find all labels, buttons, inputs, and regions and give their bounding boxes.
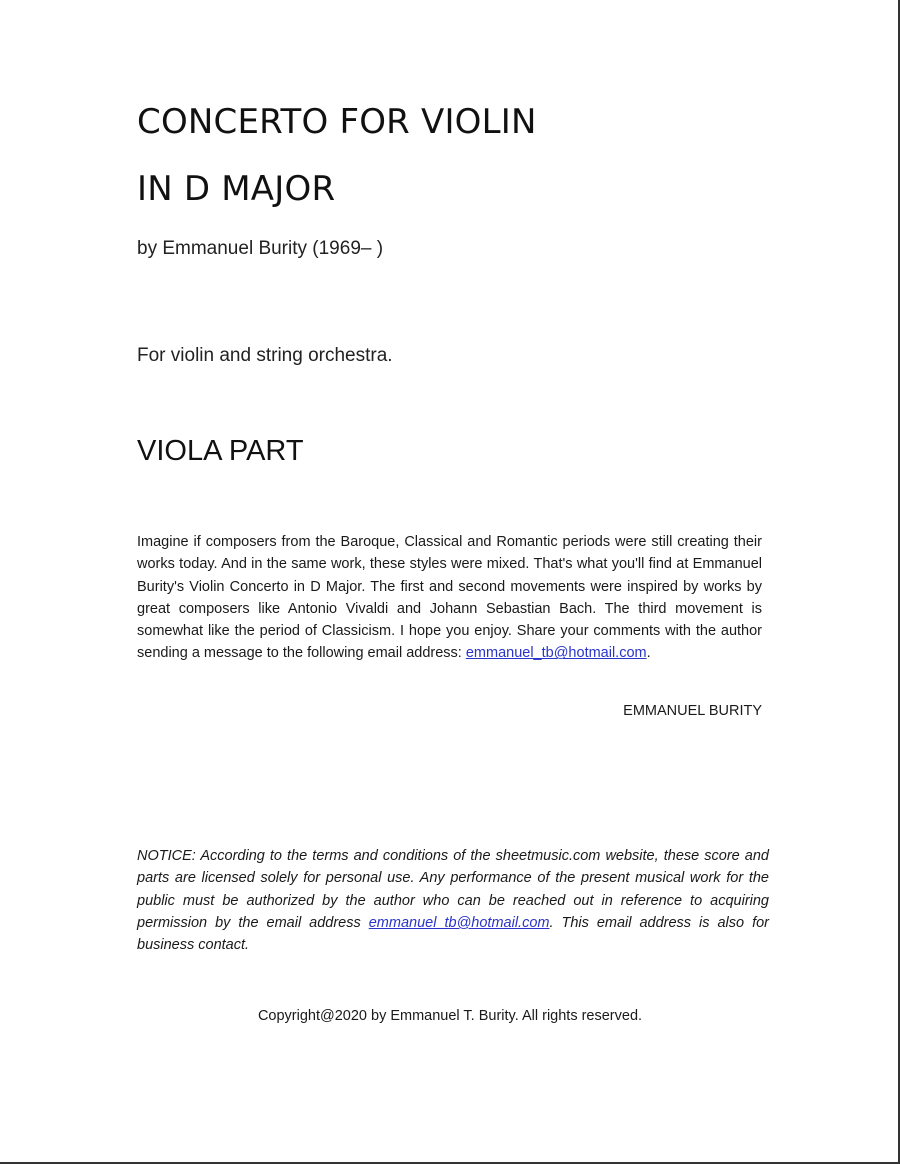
intro-end-punct: . <box>646 645 651 662</box>
title-line-2: IN D MAJOR <box>137 169 336 209</box>
title-line-1: CONCERTO FOR VIOLIN <box>137 102 537 142</box>
intro-email-link[interactable]: emmanuel_tb@hotmail.com <box>465 645 647 662</box>
intro-text: Imagine if composers from the Baroque, Classical and Romantic periods were still creating their works today. And in the same work, these styles were mixed. That's what you'll find at Emmanuel Burity's Violin Concerto in D Major. The first and second movements were inspired by works by great composers like Antonio Vivaldi and Johann Sebastian Bach. The third movement is somewhat like the period of Classicism. I hope you enjoy. Share your comments with the author sending a message to the following email address: <box>137 534 762 662</box>
author-signature: EMMANUEL BURITY <box>623 703 762 719</box>
notice-text: NOTICE: According to the terms and conditions of the sheetmusic.com website, these score and parts are licensed solely for personal use. Any performance of the present musical work for the public must be authorized by the author who can be reached out in reference to acquiring permission by the email address <box>137 848 769 931</box>
notice-email-link[interactable]: emmanuel_tb@hotmail.com <box>368 914 550 931</box>
composer-byline: by Emmanuel Burity (1969– ) <box>137 238 384 259</box>
copyright-notice: Copyright@2020 by Emmanuel T. Burity. All rights reserved. <box>257 1008 643 1024</box>
notice-tail: . This email address is also for business contact. <box>137 914 769 954</box>
intro-paragraph <box>137 531 762 665</box>
instrumentation-note: For violin and string orchestra. <box>137 345 393 366</box>
notice-paragraph <box>137 845 769 956</box>
part-label: VIOLA PART <box>137 435 304 467</box>
